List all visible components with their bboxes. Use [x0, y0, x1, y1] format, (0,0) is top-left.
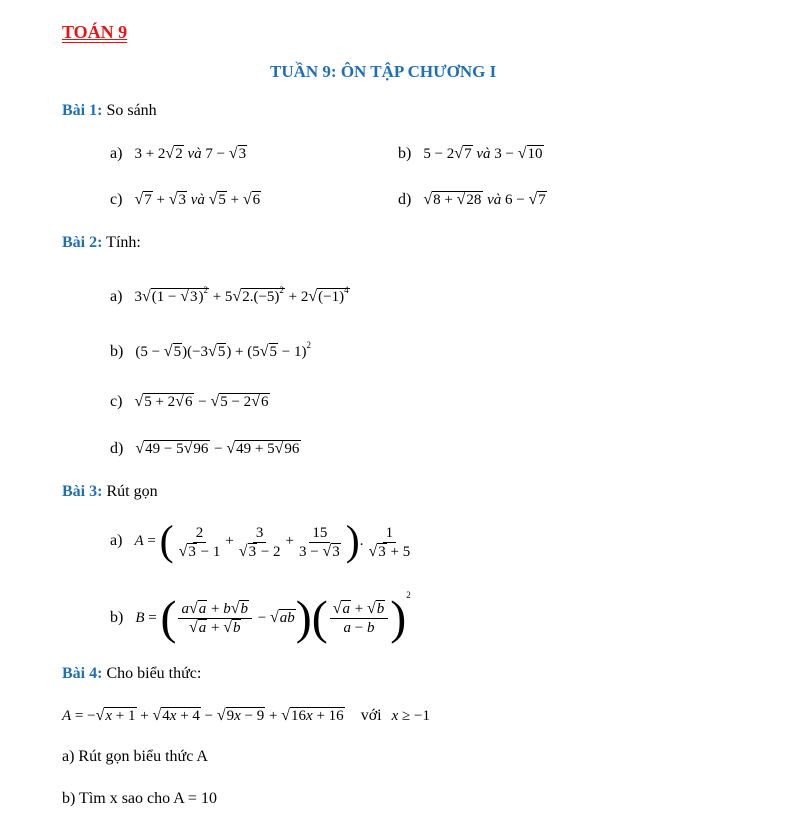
bai4-part-a: a) Rút gọn biểu thức A [62, 748, 208, 765]
math-expression: $(5 - √5)(-3√5) + (5√5 - 1)^2$ [135, 340, 312, 360]
bai2-item-a [110, 285, 350, 306]
bai3-label: Bài 3: [62, 483, 103, 500]
bai4-heading [62, 665, 201, 683]
bai2-heading [62, 234, 141, 252]
bai3-heading [62, 483, 158, 501]
math-expression: $3√(1 - √3)^2 + 5√2.(-5)^2 + 2√(-1)^4$ [134, 285, 349, 305]
bai1-text: So sánh [106, 102, 157, 119]
math-expression: 5 − 2√7 và 3 − √10 [423, 145, 543, 162]
math-expression: B = ( $\frac{a√a + b√b}{√a + √b}$ − √ab)( $\frac{√a + √b}{a - b}$ )$^2$ [135, 590, 411, 645]
bai3-text: Rút gọn [106, 483, 158, 500]
bai2-label: Bài 2: [62, 234, 103, 251]
bai1-heading [62, 102, 157, 120]
item-letter: b) [110, 343, 124, 360]
math-expression: √7 + √3 và √5 + √6 [134, 191, 261, 208]
math-expression: √49 − 5√96 − √49 + 5√96 [135, 440, 300, 457]
bai4-text: Cho biểu thức: [106, 665, 202, 682]
bai3-item-b [110, 590, 411, 645]
math-expression: A = −√x + 1 + √4x + 4 − √9x − 9 + √16x + 16 [62, 707, 344, 724]
bai2-item-d [110, 440, 301, 458]
item-letter: a) [110, 532, 123, 550]
bai2-text: Tính: [106, 234, 141, 251]
condition: x ≥ −1 [391, 708, 430, 724]
item-letter: c) [110, 393, 123, 410]
math-expression: √5 + 2√6 − √5 − 2√6 [134, 393, 269, 410]
math-expression: √8 + √28 và 6 − √7 [423, 191, 546, 208]
bai4-expression [62, 707, 430, 725]
math-expression: 3 + 2√2 và 7 − √3 [134, 145, 247, 162]
bai4-label: Bài 4: [62, 665, 103, 682]
item-letter: c) [110, 191, 123, 208]
subject-title: TOÁN 9 [62, 22, 128, 42]
bai2-item-c [110, 393, 270, 411]
bai4-part-b: b) Tìm x sao cho A = 10 [62, 790, 217, 807]
item-letter: d) [110, 440, 124, 457]
page-title: TUẦN 9: ÔN TẬP CHƯƠNG I [270, 62, 497, 81]
bai1-item-d [398, 191, 547, 209]
bai1-item-b [398, 145, 544, 163]
math-expression: A = ( $\frac{2}{√3 - 1}$ + $\frac{3}{√3 - 2}$ + $\frac{15}{3 - √3}$ ). $\frac{1}{√3 + 5}$ [134, 519, 411, 565]
bai3-item-a [110, 519, 415, 565]
condition-word: với [360, 707, 382, 724]
item-letter: b) [110, 609, 124, 626]
item-letter: d) [398, 191, 412, 208]
item-letter: a) [110, 145, 123, 162]
bai2-item-b [110, 340, 311, 361]
bai1-item-c [110, 191, 261, 209]
bai1-label: Bài 1: [62, 102, 103, 119]
item-letter: b) [398, 145, 412, 162]
bai1-item-a [110, 145, 247, 163]
item-letter: a) [110, 288, 123, 305]
